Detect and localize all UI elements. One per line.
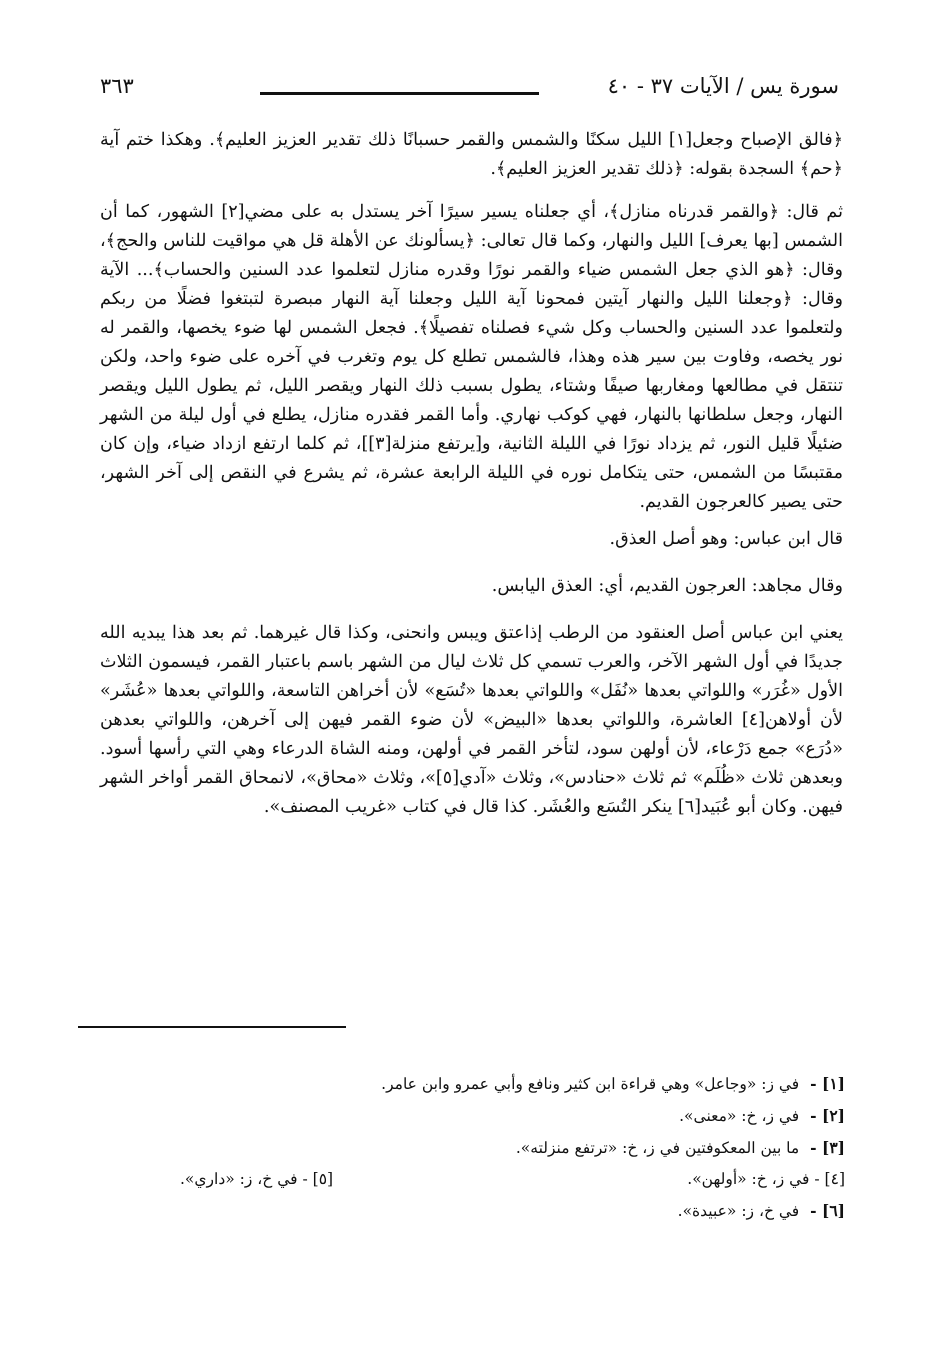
header-rule [260,92,539,95]
footnote [180,1132,845,1164]
footnote-text: في خ، ز: «عبيدة». [677,1202,800,1220]
footnote-text: في ز، خ: «أولهن». [687,1170,810,1188]
footnote-text: في خ، ز: «داري». [180,1170,298,1188]
page-number: ٣٦٣ [100,74,134,98]
footnote [180,1195,845,1227]
footnote-number: [٢] - [810,1106,845,1125]
footnote-number: [٦] - [810,1201,845,1220]
footnote-number: [٣] - [810,1138,845,1157]
footnote-number: [٤] - [814,1170,845,1188]
footnote-number: [٥] - [302,1170,334,1188]
footnote [687,1164,845,1195]
paragraph: يعني ابن عباس أصل العنقود من الرطب إذاعتق ويبس وانحنى، وكذا قال غيرهما. ثم بعد هذا يبديه الله جديدًا في أول الشهر الآخر، والعرب تسمي كل ثلاث ليال من الشهر باسم باعتبار القمر، فيسمون الثلاث الأول «غُرَر» واللواتي بعدها «نُفَل» واللواتي بعدها «تُسَع» لأن أخراهن التاسعة، واللواتي بعدها «عُشَر» لأن أولاهن[٤] العاشرة، واللواتي بعدها «البيض» لأن ضوء القمر فيهن إلى آخرهن، واللواتي بعدهن «دُرَع» جمع دَرْعاء، لأن أولهن سود، لتأخر القمر في أولهن، ومنه الشاة الدرعاء وهي التي رأسها أسود. وبعدهن ثلاث «ظُلَم» ثم ثلاث «حنادس»، وثلاث «آدي[٥]»، وثلاث «محاق»، لانمحاق القمر أواخر الشهر فيهن. وكان أبو عُبَيد[٦] ينكر التُسَع والعُشَر. كذا قال في كتاب «غريب المصنف». [100,623,843,817]
paragraph: ﴿فالق الإصباح وجعل[١] الليل سكنًا والشمس والقمر حسبانًا ذلك تقدير العزيز العليم﴾. وهكذا ختم آية ﴿حم﴾ السجدة بقوله: ﴿ذلك تقدير العزيز العليم﴾. [100,130,844,179]
footnote [180,1100,845,1132]
running-title: سورة يس / الآيات ٣٧ - ٤٠ [607,74,839,98]
body-text [100,126,843,830]
paragraph: ثم قال: ﴿والقمر قدرناه منازل﴾، أي جعلناه يسير سيرًا آخر يستدل به على مضي[٢] الشهور، كما أن الشمس [بها يعرف] الليل والنهار، وكما قال تعالى: ﴿يسألونك عن الأهلة قل هي مواقيت للناس والحج﴾، وقال: ﴿هو الذي جعل الشمس ضياء والقمر نورًا وقدره منازل لتعلموا عدد السنين والحساب﴾... الآية وقال: ﴿وجعلنا الليل والنهار آيتين فمحونا آية الليل وجعلنا آية النهار مبصرة لتبتغوا فضلًا من ربكم ولتعلموا عدد السنين والحساب وكل شيء فصلناه تفصيلًا﴾. فجعل الشمس لها ضوء يخصها، والقمر له نور يخصه، وفاوت بين سير هذه وهذا، فالشمس تطلع كل يوم وتغرب في آخره على ضوء واحد، ولكن تنتقل في مطالعها ومغاربها صيفًا وشتاء، يطول بسبب ذلك النهار ويقصر الليل، ثم يطول الليل ويقصر النهار، وجعل سلطانها بالنهار، فهي كوكب نهاري. وأما القمر فقدره منازل، يطلع في أول ليلة من الشهر ضئيلًا قليل النور، ثم يزداد نورًا في الليلة الثانية، و[يرتفع منزلة[٣]]، ثم كلما ارتفع ازداد ضياء، وإن كان مقتبسًا من الشمس، حتى يتكامل نوره في الليلة الرابعة عشرة، ثم يشرع في النقص إلى آخر الشهر، حتى يصير كالعرجون القديم. [100,202,843,512]
footnote [180,1068,845,1100]
footnote-text: في ز، خ: «معنى». [679,1107,800,1125]
footnote-text: ما بين المعكوفتين في ز، خ: «ترتفع منزلته». [515,1139,800,1157]
footnote-row [180,1164,845,1195]
footnotes [180,1068,845,1227]
footnote [180,1164,333,1195]
footnote-text: في ز: «وجاعل» وهي قراءة ابن كثير ونافع وأبي عمرو وابن عامر. [381,1075,800,1093]
footnote-separator [78,1026,346,1028]
paragraph: قال ابن عباس: وهو أصل العذق. [609,529,843,549]
footnote-number: [١] - [810,1074,845,1093]
page-header [100,72,839,108]
paragraph: وقال مجاهد: العرجون القديم، أي: العذق اليابس. [491,576,843,596]
